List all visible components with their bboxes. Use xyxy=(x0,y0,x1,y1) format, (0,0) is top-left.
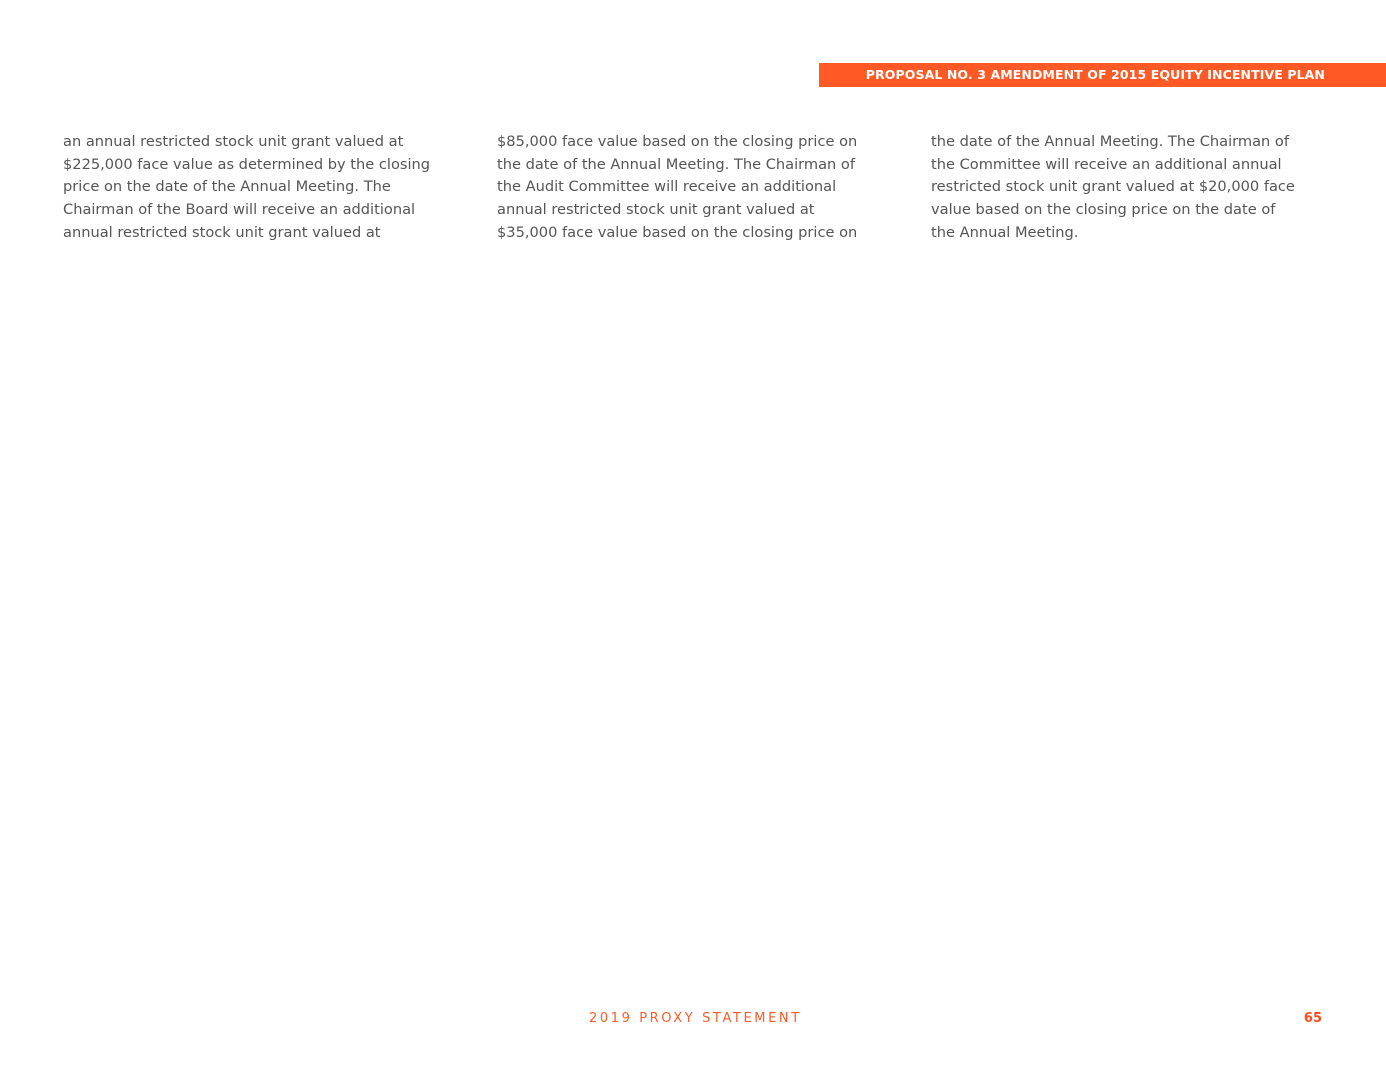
body-line: $85,000 face value based on the closing price on xyxy=(497,133,858,150)
body-line: price on the date of the Annual Meeting. The xyxy=(63,178,391,196)
body-line: annual restricted stock unit grant valued at xyxy=(63,223,381,241)
body-line: an annual restricted stock unit grant valued at xyxy=(63,133,404,150)
page-number: 65 xyxy=(1303,1011,1322,1026)
body-line: annual restricted stock unit grant valued at xyxy=(497,201,815,219)
body-line: $225,000 face value as determined by the closing xyxy=(63,155,431,173)
text-column-1 xyxy=(63,131,430,245)
footer-document-title: 2019 PROXY STATEMENT xyxy=(589,1011,802,1026)
body-line: Chairman of the Board will receive an additional xyxy=(63,201,416,219)
body-line: the date of the Annual Meeting. The Chairman of xyxy=(497,155,855,173)
body-line: the Audit Committee will receive an additional xyxy=(497,178,837,196)
section-header-title: PROPOSAL NO. 3 AMENDMENT OF 2015 EQUITY INCENTIVE PLAN xyxy=(865,67,1325,82)
text-column-2 xyxy=(497,131,857,245)
body-line: the Committee will receive an additional annual xyxy=(931,155,1282,173)
text-column-3 xyxy=(931,131,1295,245)
body-line: the date of the Annual Meeting. The Chairman of xyxy=(931,133,1289,150)
body-line: $35,000 face value based on the closing price on xyxy=(497,223,858,241)
section-header-banner xyxy=(819,63,1386,87)
body-line: restricted stock unit grant valued at $20,000 face xyxy=(931,178,1295,196)
body-line: value based on the closing price on the date of xyxy=(931,201,1276,219)
body-line: the Annual Meeting. xyxy=(931,223,1079,241)
